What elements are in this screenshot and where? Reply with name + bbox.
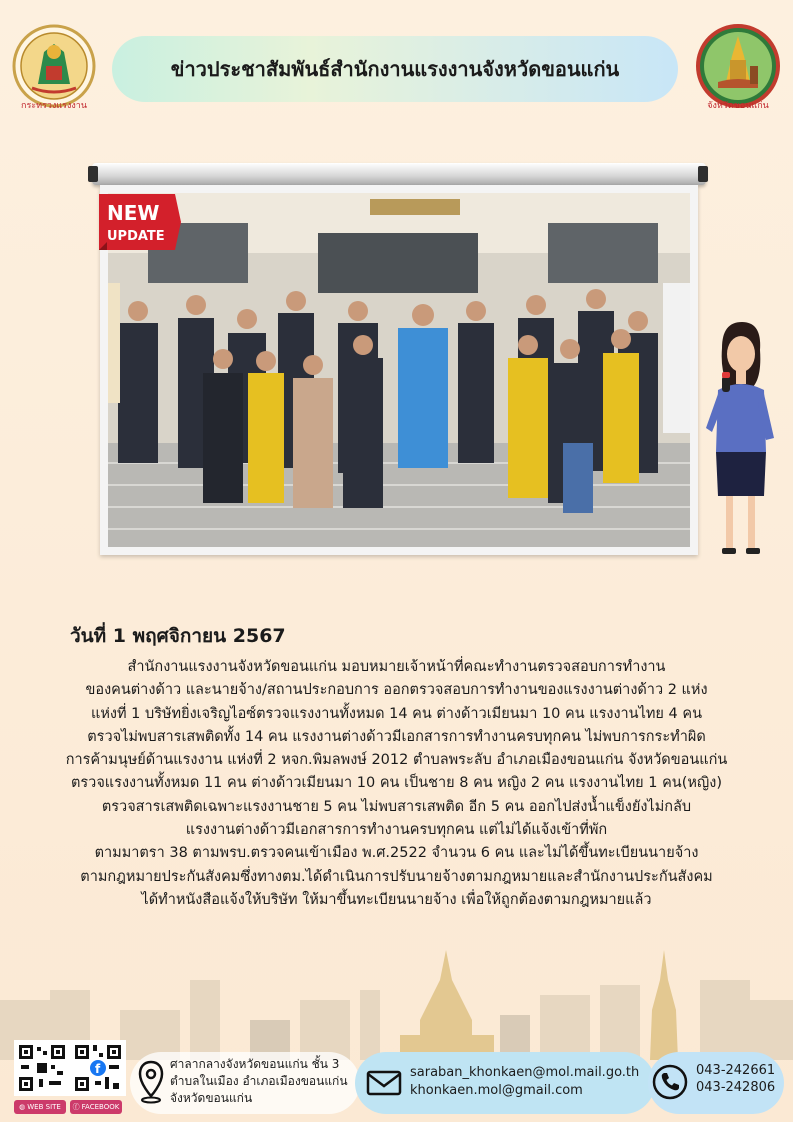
phone-number[interactable]: 043-242806 (696, 1080, 776, 1095)
ministry-of-labour-seal-logo (10, 22, 98, 110)
presenter-woman-illustration (700, 318, 782, 560)
address-line: ตำบลในเมือง อำเภอเมืองขอนแก่น (170, 1074, 348, 1088)
qr-code-icon (16, 1042, 68, 1094)
map-pin-icon (138, 1060, 164, 1104)
website-qr-code[interactable] (14, 1040, 70, 1096)
khon-kaen-province-seal-logo (694, 22, 782, 110)
website-label[interactable] (14, 1100, 66, 1114)
projector-screen (100, 185, 698, 555)
news-body-line: ตามกฎหมายประกันสังคมซึ่งทางตม.ได้ดำเนินการปรับนายจ้างตามกฎหมายและสำนักงานประกันสังคม (80, 868, 713, 885)
phone-number[interactable]: 043-242661 (696, 1063, 776, 1078)
facebook-qr-code[interactable] (70, 1040, 126, 1096)
news-body-line: ตรวจไม่พบสารเสพติดทั้ง 14 คน แรงงานต่างด้าวมีเอกสารการทำงานครบทุกคน ไม่พบการกระทำผิด (87, 728, 706, 745)
email-link[interactable]: khonkaen.mol@gmail.com (410, 1083, 583, 1098)
news-body-line: แรงงานต่างด้าวมีเอกสารการทำงานครบทุกคน แต่ไม่ได้แจ้งเข้าที่พัก (185, 822, 608, 839)
facebook-label-text: FACEBOOK (81, 1103, 120, 1111)
news-date: วันที่ 1 พฤศจิกายน 2567 (70, 625, 286, 647)
roller-cap-left (88, 166, 98, 182)
address-text (170, 1056, 348, 1107)
news-body-line: การค้ามนุษย์ด้านแรงงาน แห่งที่ 2 หจก.พิมลพงษ์ 2012 ตำบลพระลับ อำเภอเมืองขอนแก่น จังหวัดขอนแก่น (65, 752, 728, 769)
globe-icon: ◍ (19, 1103, 26, 1111)
facebook-icon: ⓕ (72, 1103, 80, 1111)
svg-text:f: f (95, 1062, 101, 1076)
address-line: ศาลากลางจังหวัดขอนแก่น ชั้น 3 (170, 1057, 340, 1071)
header-title-banner (112, 36, 678, 102)
group-photo (108, 193, 690, 547)
roller-cap-right (698, 166, 708, 182)
email-text (410, 1064, 639, 1100)
screen-roller (92, 163, 706, 185)
news-body-line: ตามมาตรา 38 ตามพรบ.ตรวจคนเข้าเมือง พ.ศ.2522 จำนวน 6 คน และไม่ได้ขึ้นทะเบียนนายจ้าง (94, 845, 699, 862)
news-body-line: ของคนต่างด้าว และนายจ้าง/สถานประกอบการ ออกตรวจสอบการทำงานของแรงงานต่างด้าว 2 แห่ง (85, 682, 708, 699)
news-body-line: ตรวจสารเสพติดเฉพาะแรงงานชาย 5 คน ไม่พบสารเสพติด อีก 5 คน ออกไปส่งน้ำแข็งยังไม่กลับ (101, 798, 692, 815)
badge-new-text: NEW (107, 201, 160, 225)
news-body-line: แห่งที่ 1 บริษัทยิ่งเจริญไอซ์ตรวจแรงงานทั้งหมด 14 คน ต่างด้าวเมียนมา 10 คน แรงงานไทย 4 คน (91, 705, 702, 722)
phone-icon (652, 1064, 688, 1100)
right-seal-caption: จังหวัดขอนแก่น (707, 101, 769, 111)
facebook-label[interactable] (70, 1100, 122, 1114)
news-body-line: ได้ทำหนังสือแจ้งให้บริษัท ให้มาขึ้นทะเบียนนายจ้าง เพื่อให้ถูกต้องตามกฎหมายแล้ว (141, 891, 652, 908)
qr-code-icon (72, 1042, 124, 1094)
new-update-badge (99, 194, 181, 250)
phone-text (696, 1062, 775, 1096)
news-body-line: ตรวจแรงงานทั้งหมด 11 คน ต่างด้าวเมียนมา 10 คน เป็นชาย 8 คน หญิง 2 คน แรงงานไทย 1 คน(หญิง) (70, 775, 723, 792)
news-body (10, 656, 783, 912)
website-label-text: WEB SITE (27, 1103, 61, 1111)
page-title: ข่าวประชาสัมพันธ์สำนักงานแรงงานจังหวัดขอนแก่น (170, 57, 620, 81)
news-body-line: สำนักงานแรงงานจังหวัดขอนแก่น มอบหมายเจ้าหน้าที่คณะทำงานตรวจสอบการทำงาน (127, 659, 666, 675)
badge-update-text: UPDATE (107, 229, 165, 244)
address-line: จังหวัดขอนแก่น (170, 1091, 253, 1105)
email-link[interactable]: saraban_khonkaen@mol.mail.go.th (410, 1065, 640, 1080)
mail-icon (366, 1070, 402, 1096)
left-seal-caption: กระทรวงแรงงาน (21, 101, 87, 111)
